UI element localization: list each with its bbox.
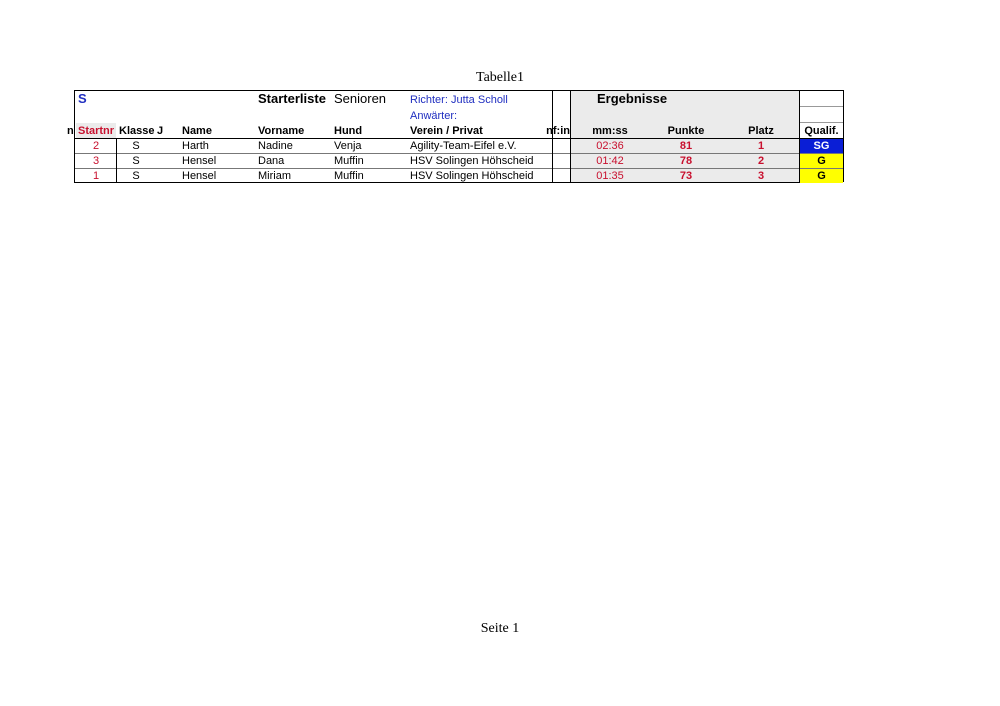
cell-time: 01:35 bbox=[596, 170, 624, 182]
cell-platz: 3 bbox=[757, 170, 765, 182]
cell-name: Hensel bbox=[182, 155, 217, 167]
cell-verein: Agility-Team-Eifel e.V. bbox=[410, 140, 517, 152]
page-title: Tabelle1 bbox=[476, 70, 524, 85]
col-qualif: Qualif. bbox=[804, 125, 839, 137]
cell-punkte: 73 bbox=[679, 170, 693, 182]
cell-startnr: 3 bbox=[92, 155, 100, 167]
cell-name: Harth bbox=[182, 140, 209, 152]
class-code: S bbox=[78, 91, 87, 106]
cell-qualif: SG bbox=[800, 139, 843, 153]
cell-time: 02:36 bbox=[596, 140, 624, 152]
cell-punkte: 78 bbox=[679, 155, 693, 167]
cell-startnr: 1 bbox=[92, 170, 100, 182]
cell-time: 01:42 bbox=[596, 155, 624, 167]
cell-punkte: 81 bbox=[679, 140, 693, 152]
candidate-label: Anwärter: bbox=[410, 110, 458, 122]
col-klasse: Klasse bbox=[119, 125, 155, 137]
col-name: Name bbox=[182, 125, 212, 137]
cell-verein: HSV Solingen Höhscheid bbox=[410, 155, 534, 167]
cell-vorname: Dana bbox=[258, 155, 285, 167]
cell-platz: 2 bbox=[757, 155, 765, 167]
results-label: Ergebnisse bbox=[597, 91, 668, 106]
col-vorname: Vorname bbox=[258, 125, 305, 137]
cell-vorname: Miriam bbox=[258, 170, 291, 182]
col-time: mm:ss bbox=[592, 125, 628, 137]
col-verein: Verein / Privat bbox=[410, 125, 483, 137]
col-punkte: Punkte bbox=[667, 125, 705, 137]
judge-label: Richter: Jutta Scholl bbox=[410, 94, 508, 106]
col-cut-left: n bbox=[67, 125, 74, 137]
cell-startnr: 2 bbox=[92, 140, 100, 152]
col-cut-mid: nf:in bbox=[546, 125, 570, 137]
col-platz: Platz bbox=[748, 125, 774, 137]
cell-platz: 1 bbox=[757, 140, 765, 152]
cell-klasse: S bbox=[132, 155, 140, 167]
cell-klasse: S bbox=[132, 170, 140, 182]
cell-klasse: S bbox=[132, 140, 140, 152]
col-startnr: Startnr bbox=[78, 125, 115, 137]
cell-hund: Muffin bbox=[334, 170, 364, 182]
cell-hund: Muffin bbox=[334, 155, 364, 167]
cell-qualif: G bbox=[800, 154, 843, 168]
cell-qualif: G bbox=[800, 169, 843, 183]
cell-hund: Venja bbox=[334, 140, 362, 152]
page-footer: Seite 1 bbox=[480, 621, 520, 636]
col-j: J bbox=[157, 125, 164, 137]
cell-name: Hensel bbox=[182, 170, 217, 182]
cell-verein: HSV Solingen Höhscheid bbox=[410, 170, 534, 182]
cell-vorname: Nadine bbox=[258, 140, 293, 152]
list-subtitle: Senioren bbox=[334, 91, 387, 106]
list-title: Starterliste bbox=[258, 91, 326, 106]
col-hund: Hund bbox=[334, 125, 363, 137]
